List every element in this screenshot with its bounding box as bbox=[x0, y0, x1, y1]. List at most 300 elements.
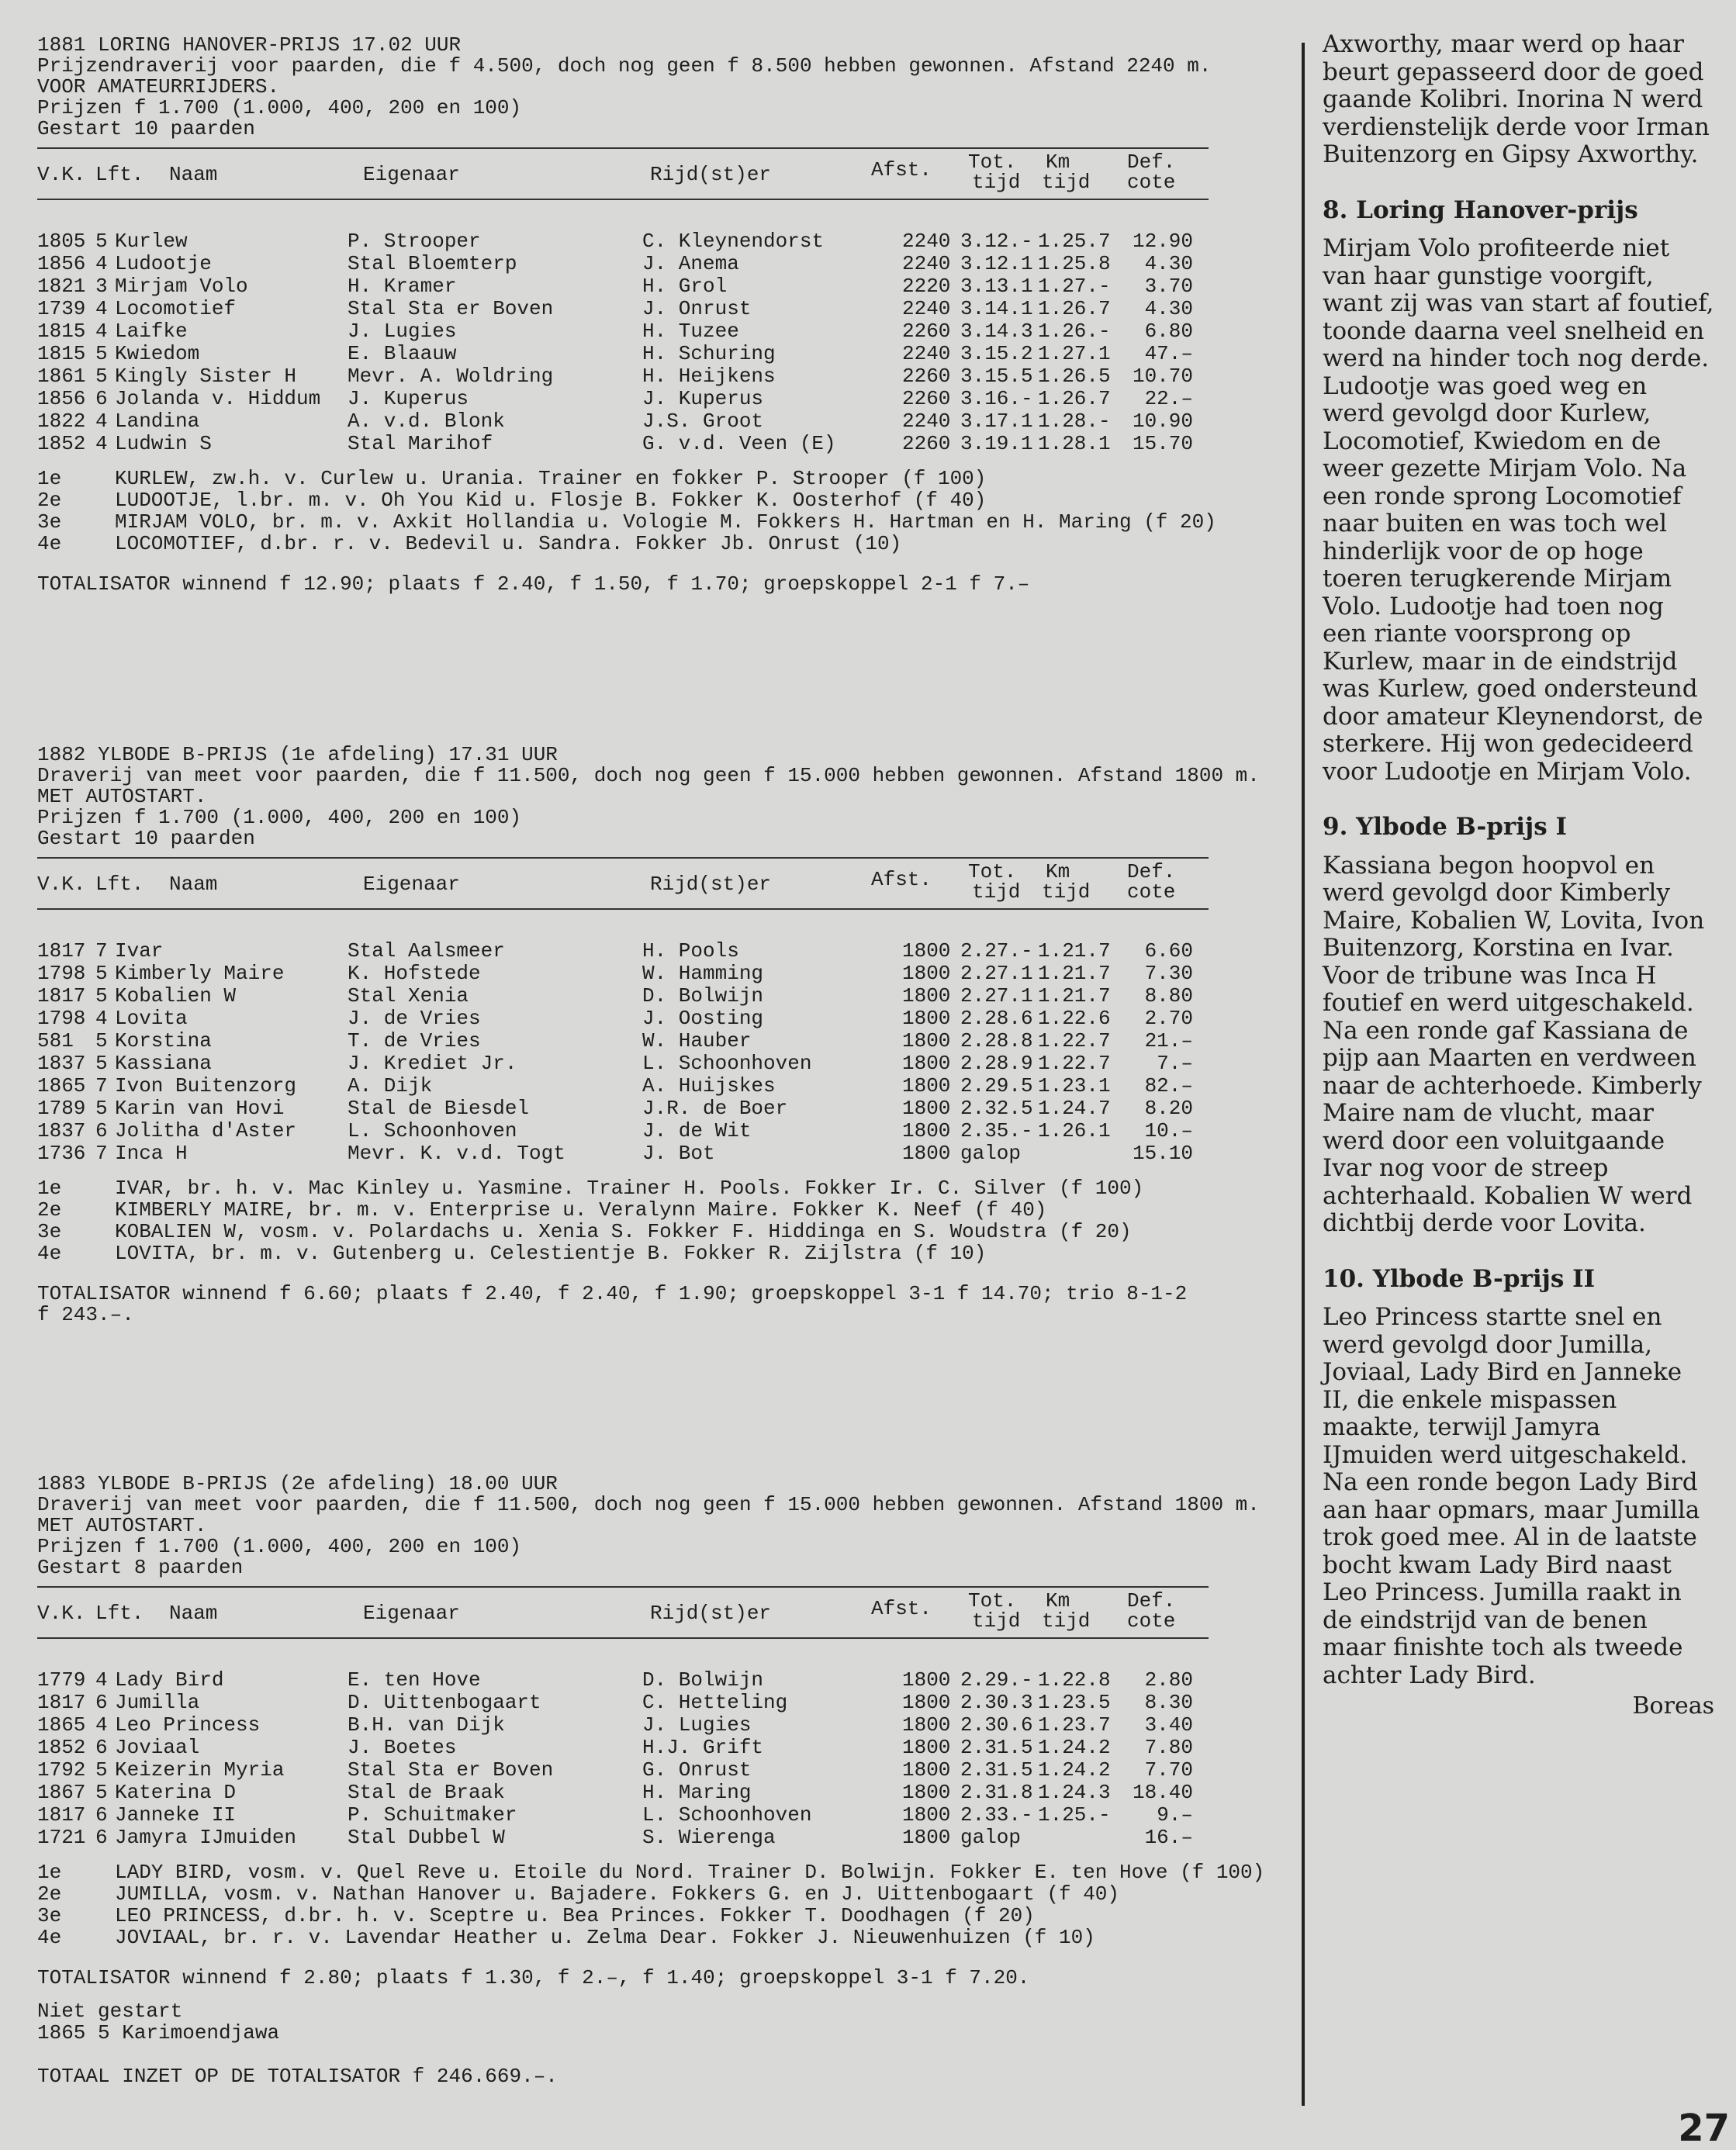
cell-vk: 1798 bbox=[37, 962, 86, 985]
cell-rijder: A. Huijskes bbox=[642, 1074, 776, 1097]
cell-vk: 1852 bbox=[37, 1736, 86, 1759]
cell-tot: galop bbox=[960, 1826, 1022, 1849]
col-vk: V.K. bbox=[37, 873, 86, 896]
cell-eigenaar: J. de Vries bbox=[348, 1007, 481, 1030]
cell-rijder: L. Schoonhoven bbox=[642, 1803, 812, 1827]
placing-text: LUDOOTJE, l.br. m. v. Oh You Kid u. Flosje B. Fokker K. Oosterhof (f 40) bbox=[115, 489, 987, 512]
cell-def: 10.90 bbox=[1132, 410, 1193, 433]
cell-eigenaar: Stal Bloemterp bbox=[348, 252, 517, 275]
cell-tot: 2.28.6 bbox=[960, 1007, 1033, 1030]
cell-tot: 2.28.9 bbox=[960, 1052, 1033, 1075]
cell-vk: 1805 bbox=[37, 230, 86, 253]
cell-rijder: G. v.d. Veen (E) bbox=[642, 432, 836, 455]
cell-vk: 1815 bbox=[37, 342, 86, 365]
cell-def: 7.80 bbox=[1144, 1736, 1193, 1759]
placing-line bbox=[37, 490, 1286, 512]
col-km: Km bbox=[1046, 1589, 1070, 1612]
cell-naam: Kurlew bbox=[115, 230, 188, 253]
cell-rijder: W. Hauber bbox=[642, 1029, 752, 1053]
placing-line bbox=[37, 512, 1286, 534]
cell-afst: 1800 bbox=[902, 1668, 951, 1692]
cell-afst: 1800 bbox=[902, 1007, 951, 1030]
cell-lft: 4 bbox=[95, 297, 108, 320]
cell-km: 1.27.1 bbox=[1038, 342, 1111, 365]
col-def-sub: cote bbox=[1127, 171, 1176, 194]
cell-naam: Ludwin S bbox=[115, 432, 212, 455]
cell-vk: 1815 bbox=[37, 320, 86, 343]
col-km-sub: tijd bbox=[1042, 171, 1091, 194]
table-row bbox=[37, 963, 1286, 986]
cell-eigenaar: D. Uittenbogaart bbox=[348, 1691, 541, 1714]
cell-afst: 2260 bbox=[902, 387, 951, 410]
totalisator-line: f 243.–. bbox=[37, 1303, 134, 1326]
col-km-sub: tijd bbox=[1042, 1609, 1091, 1633]
race-header-line: 1881 LORING HANOVER-PRIJS 17.02 UUR bbox=[37, 33, 462, 57]
cell-def: 6.80 bbox=[1144, 320, 1193, 343]
cell-rijder: J. Bot bbox=[642, 1142, 715, 1165]
cell-km: 1.26.7 bbox=[1038, 387, 1111, 410]
cell-eigenaar: B.H. van Dijk bbox=[348, 1713, 505, 1737]
race-block bbox=[37, 745, 1286, 1326]
cell-lft: 7 bbox=[95, 1074, 108, 1097]
totalisator bbox=[37, 1968, 1286, 1989]
race-header bbox=[37, 745, 1286, 849]
cell-tot: 2.35.- bbox=[960, 1119, 1033, 1142]
table-row bbox=[37, 941, 1286, 963]
cell-lft: 5 bbox=[95, 1052, 108, 1075]
placing-line bbox=[37, 1222, 1286, 1243]
placing-text: LOCOMOTIEF, d.br. r. v. Bedevil u. Sandra. Fokker Jb. Onrust (10) bbox=[115, 532, 902, 555]
cell-lft: 4 bbox=[95, 1713, 108, 1737]
cell-eigenaar: J. Krediet Jr. bbox=[348, 1052, 517, 1075]
table-row bbox=[37, 1715, 1286, 1737]
cell-rijder: H. Schuring bbox=[642, 342, 776, 365]
commentary-column bbox=[1323, 31, 1714, 1720]
cell-eigenaar: E. ten Hove bbox=[348, 1668, 481, 1692]
cell-vk: 1837 bbox=[37, 1052, 86, 1075]
col-def: Def. bbox=[1127, 860, 1176, 883]
col-km-sub: tijd bbox=[1042, 880, 1091, 904]
cell-tot: 3.14.1 bbox=[960, 297, 1033, 320]
cell-naam: Inca H bbox=[115, 1142, 188, 1165]
cell-eigenaar: Mevr. A. Woldring bbox=[348, 365, 554, 388]
cell-lft: 4 bbox=[95, 252, 108, 275]
table-row bbox=[37, 411, 1286, 434]
cell-lft: 5 bbox=[95, 962, 108, 985]
section-text: Leo Princess startte snel en werd gevolgd door Jumilla, Joviaal, Lady Bird en Janneke II, die enkele mispassen maakte, terwijl Jamyra IJmuiden werd uitgeschakeld. Na een ronde begon Lady Bird aan haar opmars, maar Jumilla trok goed mee. Al in de laatste bocht kwam Lady Bird naast Leo Princess. Jumilla raakt in de eindstrijd van de benen maar finishte toch als tweede achter Lady Bird. bbox=[1323, 1303, 1700, 1689]
cell-vk: 1817 bbox=[37, 939, 86, 963]
cell-eigenaar: P. Strooper bbox=[348, 230, 481, 253]
cell-rijder: J. Kuperus bbox=[642, 387, 764, 410]
cell-rijder: H. Maring bbox=[642, 1781, 752, 1804]
cell-vk: 1798 bbox=[37, 1007, 86, 1030]
col-def-sub: cote bbox=[1127, 1609, 1176, 1633]
cell-km: 1.24.2 bbox=[1038, 1758, 1111, 1782]
cell-def: 21.– bbox=[1144, 1029, 1193, 1053]
placing-rank: 4e bbox=[37, 1926, 62, 1949]
race-header-line: Gestart 8 paarden bbox=[37, 1556, 244, 1579]
cell-naam: Kobalien W bbox=[115, 984, 237, 1008]
placing-text: LEO PRINCESS, d.br. h. v. Sceptre u. Bea Princes. Fokker T. Doodhagen (f 20) bbox=[115, 1904, 1035, 1927]
cell-afst: 1800 bbox=[902, 1826, 951, 1849]
col-afst: Afst. bbox=[871, 1597, 932, 1620]
cell-rijder: J. Anema bbox=[642, 252, 739, 275]
placing-line bbox=[37, 1884, 1286, 1906]
cell-afst: 1800 bbox=[902, 1142, 951, 1165]
cell-tot: 3.14.3 bbox=[960, 320, 1033, 343]
cell-lft: 4 bbox=[95, 410, 108, 433]
placing-text: KOBALIEN W, vosm. v. Polardachs u. Xenia S. Fokker F. Hiddinga en S. Woudstra (f 20) bbox=[115, 1220, 1132, 1243]
cell-afst: 1800 bbox=[902, 1097, 951, 1120]
table-row bbox=[37, 1121, 1286, 1143]
cell-afst: 2240 bbox=[902, 410, 951, 433]
cell-tot: 2.31.5 bbox=[960, 1758, 1033, 1782]
cell-km: 1.25.- bbox=[1038, 1803, 1111, 1827]
cell-afst: 1800 bbox=[902, 1029, 951, 1053]
commentary-intro: Axworthy, maar werd op haar beurt gepasseerd door de goed gaande Kolibri. Inorina N werd verdienstelijk derde voor Irman Buitenzorg en Gipsy Axworthy. bbox=[1323, 30, 1710, 168]
table-row bbox=[37, 1782, 1286, 1805]
cell-lft: 5 bbox=[95, 1758, 108, 1782]
table-row bbox=[37, 1827, 1286, 1850]
table-row bbox=[37, 1031, 1286, 1053]
cell-rijder: J. Oosting bbox=[642, 1007, 764, 1030]
cell-eigenaar: T. de Vries bbox=[348, 1029, 481, 1053]
cell-def: 18.40 bbox=[1132, 1781, 1193, 1804]
placings bbox=[37, 1862, 1286, 1949]
cell-tot: 2.32.5 bbox=[960, 1097, 1033, 1120]
cell-vk: 1779 bbox=[37, 1668, 86, 1692]
cell-afst: 2240 bbox=[902, 230, 951, 253]
cell-def: 3.40 bbox=[1144, 1713, 1193, 1737]
cell-lft: 7 bbox=[95, 1142, 108, 1165]
cell-eigenaar: A. v.d. Blonk bbox=[348, 410, 505, 433]
placing-line bbox=[37, 534, 1286, 555]
placing-line bbox=[37, 1178, 1286, 1200]
totalisator-line: TOTALISATOR winnend f 12.90; plaats f 2.40, f 1.50, f 1.70; groepskoppel 2-1 f 7.– bbox=[37, 572, 1030, 596]
placing-line bbox=[37, 1927, 1286, 1949]
cell-tot: 3.12.1 bbox=[960, 252, 1033, 275]
cell-naam: Ivon Buitenzorg bbox=[115, 1074, 297, 1097]
col-eigenaar: Eigenaar bbox=[363, 873, 460, 896]
cell-tot: 2.28.8 bbox=[960, 1029, 1033, 1053]
cell-km: 1.24.3 bbox=[1038, 1781, 1111, 1804]
cell-lft: 7 bbox=[95, 939, 108, 963]
cell-km: 1.28.- bbox=[1038, 410, 1111, 433]
placing-rank: 2e bbox=[37, 489, 62, 512]
cell-tot: 3.17.1 bbox=[960, 410, 1033, 433]
col-afst: Afst. bbox=[871, 158, 932, 181]
race-header-line: MET AUTOSTART. bbox=[37, 1514, 207, 1537]
table-row bbox=[37, 1143, 1286, 1166]
cell-vk: 1817 bbox=[37, 1803, 86, 1827]
totalisator-line: TOTALISATOR winnend f 6.60; plaats f 2.40, f 2.40, f 1.90; groepskoppel 3-1 f 14.70; trio 8-1-2 bbox=[37, 1282, 1188, 1305]
col-tot: Tot. bbox=[968, 150, 1017, 174]
cell-naam: Ivar bbox=[115, 939, 164, 963]
placing-rank: 3e bbox=[37, 1904, 62, 1927]
cell-naam: Jolanda v. Hiddum bbox=[115, 387, 321, 410]
cell-lft: 6 bbox=[95, 1803, 108, 1827]
cell-km: 1.22.7 bbox=[1038, 1052, 1111, 1075]
col-lft: Lft. bbox=[95, 873, 144, 896]
placing-rank: 1e bbox=[37, 1177, 62, 1200]
cell-eigenaar: Stal Aalsmeer bbox=[348, 939, 505, 963]
cell-def: 4.30 bbox=[1144, 252, 1193, 275]
cell-km: 1.26.1 bbox=[1038, 1119, 1111, 1142]
cell-def: 2.70 bbox=[1144, 1007, 1193, 1030]
cell-naam: Kassiana bbox=[115, 1052, 212, 1075]
cell-lft: 6 bbox=[95, 387, 108, 410]
cell-eigenaar: Mevr. K. v.d. Togt bbox=[348, 1142, 565, 1165]
race-header-line: Prijzendraverij voor paarden, die f 4.500, doch nog geen f 8.500 hebben gewonnen. Afstand 2240 m. bbox=[37, 54, 1212, 78]
cell-def: 82.– bbox=[1144, 1074, 1193, 1097]
table-row bbox=[37, 1670, 1286, 1692]
cell-eigenaar: Stal de Biesdel bbox=[348, 1097, 530, 1120]
cell-km: 1.21.7 bbox=[1038, 984, 1111, 1008]
total-stakes: TOTAAL INZET OP DE TOTALISATOR f 246.669.–. bbox=[37, 2065, 558, 2088]
cell-afst: 1800 bbox=[902, 1691, 951, 1714]
placing-rank: 3e bbox=[37, 1220, 62, 1243]
cell-naam: Katerina D bbox=[115, 1781, 237, 1804]
col-tot-sub: tijd bbox=[972, 171, 1021, 194]
cell-eigenaar: P. Schuitmaker bbox=[348, 1803, 517, 1827]
col-def: Def. bbox=[1127, 150, 1176, 174]
cell-lft: 5 bbox=[95, 230, 108, 253]
cell-km: 1.28.1 bbox=[1038, 432, 1111, 455]
cell-eigenaar: Stal Sta er Boven bbox=[348, 297, 554, 320]
cell-lft: 3 bbox=[95, 275, 108, 298]
cell-afst: 2260 bbox=[902, 365, 951, 388]
cell-naam: Laifke bbox=[115, 320, 188, 343]
cell-vk: 1865 bbox=[37, 1713, 86, 1737]
cell-eigenaar: H. Kramer bbox=[348, 275, 457, 298]
cell-naam: Korstina bbox=[115, 1029, 212, 1053]
cell-rijder: W. Hamming bbox=[642, 962, 764, 985]
cell-afst: 1800 bbox=[902, 1119, 951, 1142]
page-number: 27 bbox=[1678, 2107, 1730, 2150]
placing-line bbox=[37, 1862, 1286, 1884]
cell-tot: 2.33.- bbox=[960, 1803, 1033, 1827]
race-header-line: VOOR AMATEURRIJDERS. bbox=[37, 75, 280, 99]
cell-vk: 1817 bbox=[37, 1691, 86, 1714]
table-row bbox=[37, 1053, 1286, 1076]
cell-def: 7.70 bbox=[1144, 1758, 1193, 1782]
footnote-line: Niet gestart bbox=[37, 2000, 183, 2023]
cell-naam: Lovita bbox=[115, 1007, 188, 1030]
cell-lft: 4 bbox=[95, 1668, 108, 1692]
race-header-line: 1883 YLBODE B-PRIJS (2e afdeling) 18.00 UUR bbox=[37, 1472, 558, 1495]
table-row bbox=[37, 986, 1286, 1008]
cell-naam: Kwiedom bbox=[115, 342, 200, 365]
cell-def: 9.– bbox=[1157, 1803, 1193, 1827]
totalisator-line: TOTALISATOR winnend f 2.80; plaats f 1.30, f 2.–, f 1.40; groepskoppel 3-1 f 7.20. bbox=[37, 1966, 1030, 1989]
col-vk: V.K. bbox=[37, 1602, 86, 1625]
cell-eigenaar: Stal Dubbel W bbox=[348, 1826, 505, 1849]
cell-rijder: J. de Wit bbox=[642, 1119, 752, 1142]
cell-afst: 1800 bbox=[902, 1781, 951, 1804]
cell-rijder: J.R. de Boer bbox=[642, 1097, 788, 1120]
cell-afst: 1800 bbox=[902, 1803, 951, 1827]
cell-km: 1.23.1 bbox=[1038, 1074, 1111, 1097]
placing-text: KURLEW, zw.h. v. Curlew u. Urania. Trainer en fokker P. Strooper (f 100) bbox=[115, 467, 987, 490]
race-footnote bbox=[37, 2001, 1286, 2088]
race-header-line: Gestart 10 paarden bbox=[37, 827, 255, 850]
results-table-body bbox=[37, 231, 1286, 456]
cell-afst: 2220 bbox=[902, 275, 951, 298]
cell-naam: Karin van Hovi bbox=[115, 1097, 285, 1120]
placing-text: JOVIAAL, br. r. v. Lavendar Heather u. Zelma Dear. Fokker J. Nieuwenhuizen (f 10) bbox=[115, 1926, 1095, 1949]
cell-lft: 4 bbox=[95, 1007, 108, 1030]
placing-line bbox=[37, 1200, 1286, 1222]
cell-naam: Kingly Sister H bbox=[115, 365, 297, 388]
cell-tot: 2.29.- bbox=[960, 1668, 1033, 1692]
cell-def: 8.20 bbox=[1144, 1097, 1193, 1120]
cell-vk: 1865 bbox=[37, 1074, 86, 1097]
col-afst: Afst. bbox=[871, 868, 932, 891]
signature: Boreas bbox=[1632, 1692, 1714, 1720]
section-text: Mirjam Volo profiteerde niet van haar gunstige voorgift, want zij was van start af foutief, toonde daarna veel snelheid en werd na hinder toch nog derde. Ludootje was goed weg en werd gevolgd door Kurlew, Locomotief, Kwiedom en de weer gezette Mirjam Volo. Na een ronde sprong Locomotief naar buiten en was toch wel hinderlijk voor de op hoge toeren terugkerende Mirjam Volo. Ludootje had toen nog een riante voorsprong op Kurlew, maar in de eindstrijd was Kurlew, goed ondersteund door amateur Kleynendorst, de sterkere. Hij won gedecideerd voor Ludootje en Mirjam Volo. bbox=[1323, 234, 1714, 786]
cell-rijder: C. Hetteling bbox=[642, 1691, 788, 1714]
cell-def: 15.10 bbox=[1132, 1142, 1193, 1165]
col-eigenaar: Eigenaar bbox=[363, 1602, 460, 1625]
cell-rijder: H. Heijkens bbox=[642, 365, 776, 388]
results-table-body bbox=[37, 941, 1286, 1166]
cell-rijder: H.J. Grift bbox=[642, 1736, 764, 1759]
column-divider bbox=[1302, 43, 1305, 2106]
cell-def: 6.60 bbox=[1144, 939, 1193, 963]
col-def-sub: cote bbox=[1127, 880, 1176, 904]
cell-vk: 1852 bbox=[37, 432, 86, 455]
cell-def: 16.– bbox=[1144, 1826, 1193, 1849]
placing-rank: 2e bbox=[37, 1198, 62, 1222]
table-row bbox=[37, 389, 1286, 411]
cell-def: 7.30 bbox=[1144, 962, 1193, 985]
cell-naam: Mirjam Volo bbox=[115, 275, 248, 298]
cell-eigenaar: L. Schoonhoven bbox=[348, 1119, 517, 1142]
cell-vk: 1721 bbox=[37, 1826, 86, 1849]
cell-def: 10.70 bbox=[1132, 365, 1193, 388]
cell-eigenaar: J. Lugies bbox=[348, 320, 457, 343]
cell-lft: 5 bbox=[95, 365, 108, 388]
table-row bbox=[37, 1008, 1286, 1031]
cell-eigenaar: E. Blaauw bbox=[348, 342, 457, 365]
cell-vk: 1789 bbox=[37, 1097, 86, 1120]
results-table-header bbox=[37, 1586, 1209, 1639]
race-header-line: Draverij van meet voor paarden, die f 11.500, doch nog geen f 15.000 hebben gewonnen. Afstand 1800 m. bbox=[37, 1493, 1260, 1516]
placing-rank: 4e bbox=[37, 1242, 62, 1265]
cell-naam: Locomotief bbox=[115, 297, 237, 320]
col-km: Km bbox=[1046, 150, 1070, 174]
cell-lft: 5 bbox=[95, 984, 108, 1008]
cell-rijder: S. Wierenga bbox=[642, 1826, 776, 1849]
cell-tot: 2.29.5 bbox=[960, 1074, 1033, 1097]
col-rijder: Rijd(st)er bbox=[650, 873, 772, 896]
col-tot-sub: tijd bbox=[972, 880, 1021, 904]
cell-tot: 3.15.5 bbox=[960, 365, 1033, 388]
placing-text: JUMILLA, vosm. v. Nathan Hanover u. Bajadere. Fokkers G. en J. Uittenbogaart (f 40) bbox=[115, 1882, 1120, 1906]
col-tot-sub: tijd bbox=[972, 1609, 1021, 1633]
cell-naam: Kimberly Maire bbox=[115, 962, 285, 985]
cell-lft: 4 bbox=[95, 432, 108, 455]
race-header-line: 1882 YLBODE B-PRIJS (1e afdeling) 17.31 UUR bbox=[37, 743, 558, 766]
table-row bbox=[37, 1098, 1286, 1121]
cell-def: 3.70 bbox=[1144, 275, 1193, 298]
cell-def: 7.– bbox=[1157, 1052, 1193, 1075]
cell-vk: 1822 bbox=[37, 410, 86, 433]
cell-naam: Leo Princess bbox=[115, 1713, 261, 1737]
cell-vk: 1821 bbox=[37, 275, 86, 298]
placing-line bbox=[37, 1243, 1286, 1265]
cell-rijder: D. Bolwijn bbox=[642, 1668, 764, 1692]
placing-rank: 3e bbox=[37, 510, 62, 534]
cell-lft: 6 bbox=[95, 1119, 108, 1142]
cell-tot: 3.13.1 bbox=[960, 275, 1033, 298]
cell-naam: Jolitha d'Aster bbox=[115, 1119, 297, 1142]
cell-eigenaar: A. Dijk bbox=[348, 1074, 433, 1097]
cell-afst: 1800 bbox=[902, 1758, 951, 1782]
cell-afst: 1800 bbox=[902, 1713, 951, 1737]
col-naam: Naam bbox=[169, 163, 218, 186]
totalisator bbox=[37, 1284, 1286, 1326]
cell-rijder: C. Kleynendorst bbox=[642, 230, 825, 253]
race-header bbox=[37, 35, 1286, 140]
results-table-header bbox=[37, 147, 1209, 200]
race-header-line: Prijzen f 1.700 (1.000, 400, 200 en 100) bbox=[37, 806, 522, 829]
cell-eigenaar: J. Kuperus bbox=[348, 387, 469, 410]
cell-tot: 2.30.6 bbox=[960, 1713, 1033, 1737]
cell-rijder: H. Grol bbox=[642, 275, 728, 298]
cell-lft: 5 bbox=[95, 1097, 108, 1120]
cell-afst: 1800 bbox=[902, 939, 951, 963]
cell-km: 1.25.7 bbox=[1038, 230, 1111, 253]
cell-km: 1.22.8 bbox=[1038, 1668, 1111, 1692]
cell-afst: 1800 bbox=[902, 1052, 951, 1075]
race-header-line: Gestart 10 paarden bbox=[37, 117, 255, 140]
cell-def: 4.30 bbox=[1144, 297, 1193, 320]
cell-tot: 2.30.3 bbox=[960, 1691, 1033, 1714]
table-row bbox=[37, 321, 1286, 344]
cell-naam: Janneke II bbox=[115, 1803, 237, 1827]
cell-afst: 2240 bbox=[902, 252, 951, 275]
race-block bbox=[37, 35, 1286, 595]
placing-rank: 1e bbox=[37, 467, 62, 490]
race-header bbox=[37, 1474, 1286, 1578]
cell-tot: 3.16.- bbox=[960, 387, 1033, 410]
cell-eigenaar: Stal de Braak bbox=[348, 1781, 505, 1804]
cell-rijder: J. Onrust bbox=[642, 297, 752, 320]
cell-tot: 2.27.- bbox=[960, 939, 1033, 963]
cell-lft: 6 bbox=[95, 1826, 108, 1849]
cell-afst: 1800 bbox=[902, 962, 951, 985]
totalisator bbox=[37, 574, 1286, 595]
cell-km: 1.23.5 bbox=[1038, 1691, 1111, 1714]
cell-rijder: G. Onrust bbox=[642, 1758, 752, 1782]
cell-vk: 1856 bbox=[37, 387, 86, 410]
cell-vk: 1817 bbox=[37, 984, 86, 1008]
cell-naam: Lady Bird bbox=[115, 1668, 224, 1692]
table-row bbox=[37, 276, 1286, 299]
placing-rank: 2e bbox=[37, 1882, 62, 1906]
col-km: Km bbox=[1046, 860, 1070, 883]
table-row bbox=[37, 1692, 1286, 1715]
cell-afst: 2260 bbox=[902, 320, 951, 343]
col-lft: Lft. bbox=[95, 1602, 144, 1625]
cell-def: 22.– bbox=[1144, 387, 1193, 410]
section-title: 9. Ylbode B-prijs I bbox=[1323, 813, 1567, 841]
cell-afst: 2260 bbox=[902, 432, 951, 455]
placings bbox=[37, 1178, 1286, 1265]
cell-rijder: D. Bolwijn bbox=[642, 984, 764, 1008]
table-row bbox=[37, 1076, 1286, 1098]
